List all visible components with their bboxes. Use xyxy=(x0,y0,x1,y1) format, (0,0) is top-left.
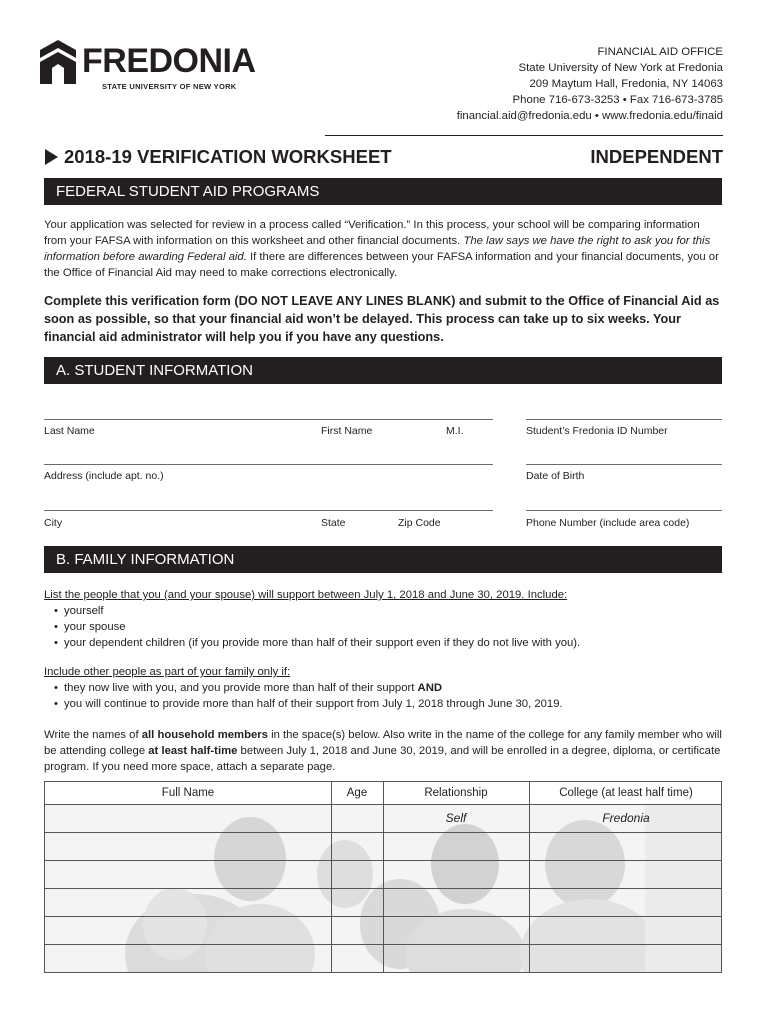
col-header-college: College (at least half time) xyxy=(559,787,693,799)
col-header-relationship: Relationship xyxy=(424,787,488,799)
section-b-bar: B. FAMILY INFORMATION xyxy=(44,546,722,573)
row-divider xyxy=(45,804,722,805)
student-id-label: Student’s Fredonia ID Number xyxy=(526,425,668,437)
mi-label: M.I. xyxy=(446,425,464,437)
section-a-bar: A. STUDENT INFORMATION xyxy=(44,357,722,384)
first-name-label: First Name xyxy=(321,425,373,437)
logo-subtitle: STATE UNIVERSITY OF NEW YORK xyxy=(102,82,237,91)
city-state-zip-line[interactable] xyxy=(44,510,493,511)
office-phone-fax: Phone 716-673-3253 • Fax 716-673-3785 xyxy=(512,94,723,106)
household-text-1: Write the names of xyxy=(44,729,142,741)
intro-part2: If there are differences between your FAFSA information and your financial documents, you or the Office of Financial Aid may need to make corrections electronically. xyxy=(44,251,719,279)
col-header-full-name: Full Name xyxy=(161,787,215,799)
household-table xyxy=(44,781,722,973)
header-divider xyxy=(325,135,723,136)
family-list-item: • yourself xyxy=(44,603,724,619)
household-text-3: between July 1, 2018 and June 30, 2019, and will be enrolled in a degree, diploma, or certificate program. If you need more space, attach a separate page. xyxy=(44,745,721,773)
family-list xyxy=(44,587,724,651)
office-email-web: financial.aid@fredonia.edu • www.fredonia.edu/finaid xyxy=(456,110,723,122)
other-people-list xyxy=(44,664,724,712)
first-row-relationship[interactable]: Self xyxy=(445,811,467,825)
office-university: State University of New York at Fredonia xyxy=(518,62,723,74)
family-list-item: • your spouse xyxy=(44,619,724,635)
fredonia-emblem-icon xyxy=(40,40,76,84)
row-divider xyxy=(45,860,722,861)
other-people-item xyxy=(44,680,724,696)
worksheet-title xyxy=(45,146,392,168)
triangle-right-icon xyxy=(45,149,58,165)
col-header-age: Age xyxy=(346,787,368,799)
worksheet-type: INDEPENDENT xyxy=(590,146,723,167)
worksheet-title-text: 2018-19 VERIFICATION WORKSHEET xyxy=(64,146,392,167)
phone-line[interactable] xyxy=(526,510,722,511)
row-divider xyxy=(45,832,722,833)
office-contact-block xyxy=(457,44,723,124)
logo-wordmark: FREDONIA xyxy=(82,42,256,80)
row-divider xyxy=(45,944,722,945)
row-divider xyxy=(45,888,722,889)
fredonia-logo xyxy=(40,40,270,92)
student-id-line[interactable] xyxy=(526,419,722,420)
office-address: 209 Maytum Hall, Fredonia, NY 14063 xyxy=(529,78,723,90)
other-people-item: • you will continue to provide more than half of their support from July 1, 2018 through June 30, 2019. xyxy=(44,696,724,712)
programs-bar: FEDERAL STUDENT AID PROGRAMS xyxy=(44,178,722,205)
family-list-intro: List the people that you (and your spouse) will support between July 1, 2018 and June 30, 2019. Include: xyxy=(44,589,568,601)
other-item-and: AND xyxy=(417,682,443,694)
instructions-paragraph: Complete this verification form (DO NOT LEAVE ANY LINES BLANK) and submit to the Office of Financial Aid as soon as possible, so that your financial aid won’t be delayed. This process can take up to six weeks. Your financial aid administrator will help you if you have any questions. xyxy=(44,294,720,344)
other-item-text: they now live with you, and you provide more than half of their support xyxy=(64,682,418,694)
zip-label: Zip Code xyxy=(398,517,441,529)
first-row-college[interactable]: Fredonia xyxy=(602,811,650,825)
intro-italic: The law says we have the right to ask you for this information before awarding Federal aid. xyxy=(44,235,711,263)
dob-line[interactable] xyxy=(526,464,722,465)
state-label: State xyxy=(321,517,346,529)
household-bold-2: at least half-time xyxy=(148,745,238,757)
office-name: FINANCIAL AID OFFICE xyxy=(597,46,723,58)
intro-part1: Your application was selected for review in a process called “Verification.” In this process, your school will be comparing information from your FAFSA with information on this worksheet and other financial documents. xyxy=(44,219,700,247)
row-divider xyxy=(45,916,722,917)
intro-paragraph xyxy=(44,217,724,281)
address-label: Address (include apt. no.) xyxy=(44,470,164,482)
household-text-2: in the space(s) below. Also write in the name of the college for any family member who will be attending college xyxy=(44,729,722,757)
household-bold-1: all household members xyxy=(141,729,268,741)
city-label: City xyxy=(44,517,63,529)
address-line[interactable] xyxy=(44,464,493,465)
name-line[interactable] xyxy=(44,419,493,420)
last-name-label: Last Name xyxy=(44,425,95,437)
other-people-intro: Include other people as part of your family only if: xyxy=(44,666,291,678)
phone-label: Phone Number (include area code) xyxy=(526,517,690,529)
dob-label: Date of Birth xyxy=(526,470,585,482)
family-list-item: • your dependent children (if you provide more than half of their support even if they do not live with you). xyxy=(44,635,724,651)
household-instructions xyxy=(44,727,724,775)
